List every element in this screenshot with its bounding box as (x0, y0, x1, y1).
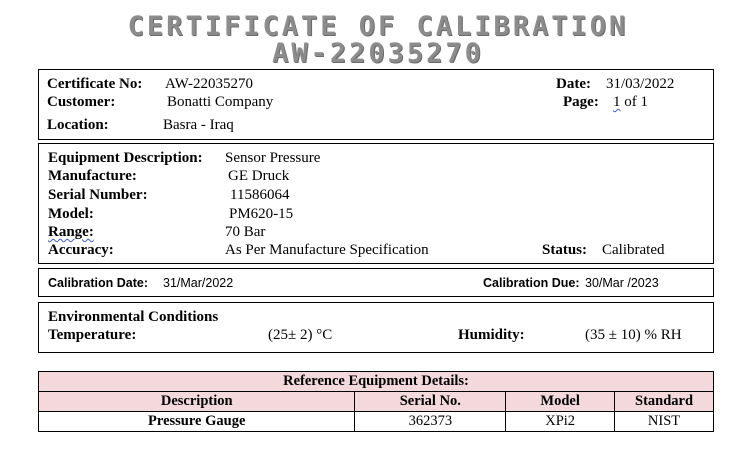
calibration-due-label: Calibration Due: (483, 276, 580, 290)
manufacture-value: GE Druck (228, 168, 290, 184)
equipment-description-value: Sensor Pressure (225, 150, 321, 166)
accuracy-value: As Per Manufacture Specification (225, 242, 429, 258)
row-description: Pressure Gauge (39, 412, 355, 432)
calibration-date-value: 31/Mar/2022 (163, 276, 234, 290)
table-row (39, 412, 714, 432)
certificate-number-title: AW-22035270 (272, 38, 484, 69)
column-header-serial: Serial No. (355, 392, 506, 412)
column-header-description: Description (39, 392, 355, 412)
serial-number-label: Serial Number: (48, 187, 148, 203)
reference-equipment-table (38, 371, 714, 432)
status-value: Calibrated (602, 242, 665, 258)
temperature-value: (25± 2) °C (268, 327, 333, 343)
model-value: PM620-15 (229, 206, 294, 222)
model-label: Model: (48, 206, 94, 222)
row-standard: NIST (615, 412, 714, 432)
location-value: Basra - Iraq (163, 117, 234, 133)
range-label: Range: (48, 224, 94, 240)
column-header-model: Model (506, 392, 615, 412)
page-total: of 1 (620, 94, 648, 110)
humidity-label: Humidity: (458, 327, 525, 343)
range-value: 70 Bar (225, 224, 266, 240)
temperature-label: Temperature: (48, 327, 137, 343)
calibration-date-label: Calibration Date: (48, 276, 149, 290)
location-label: Location: (47, 117, 109, 133)
customer-label: Customer: (47, 94, 116, 110)
page-value (613, 93, 648, 111)
row-model: XPi2 (506, 412, 615, 432)
calibration-due-value: 30/Mar /2023 (585, 276, 659, 290)
page-current: 1 (613, 94, 621, 110)
customer-value: Bonatti Company (167, 94, 274, 110)
date-value: 31/03/2022 (606, 76, 675, 92)
accuracy-label: Accuracy: (48, 242, 114, 258)
date-label: Date: (556, 76, 591, 92)
reference-table-title: Reference Equipment Details: (39, 372, 714, 392)
humidity-value: (35 ± 10) % RH (585, 327, 682, 343)
serial-number-value: 11586064 (230, 187, 290, 203)
manufacture-label: Manufacture: (48, 168, 137, 184)
equipment-description-label: Equipment Description: (48, 150, 203, 166)
cert-no-label: Certificate No: (47, 76, 143, 92)
document-title: CERTIFICATE OF CALIBRATION (127, 11, 629, 42)
column-header-standard: Standard (615, 392, 714, 412)
page-label: Page: (563, 94, 599, 110)
row-serial: 362373 (355, 412, 506, 432)
environment-heading: Environmental Conditions (48, 309, 219, 325)
status-label: Status: (542, 242, 588, 258)
cert-no-value: AW-22035270 (165, 76, 253, 92)
